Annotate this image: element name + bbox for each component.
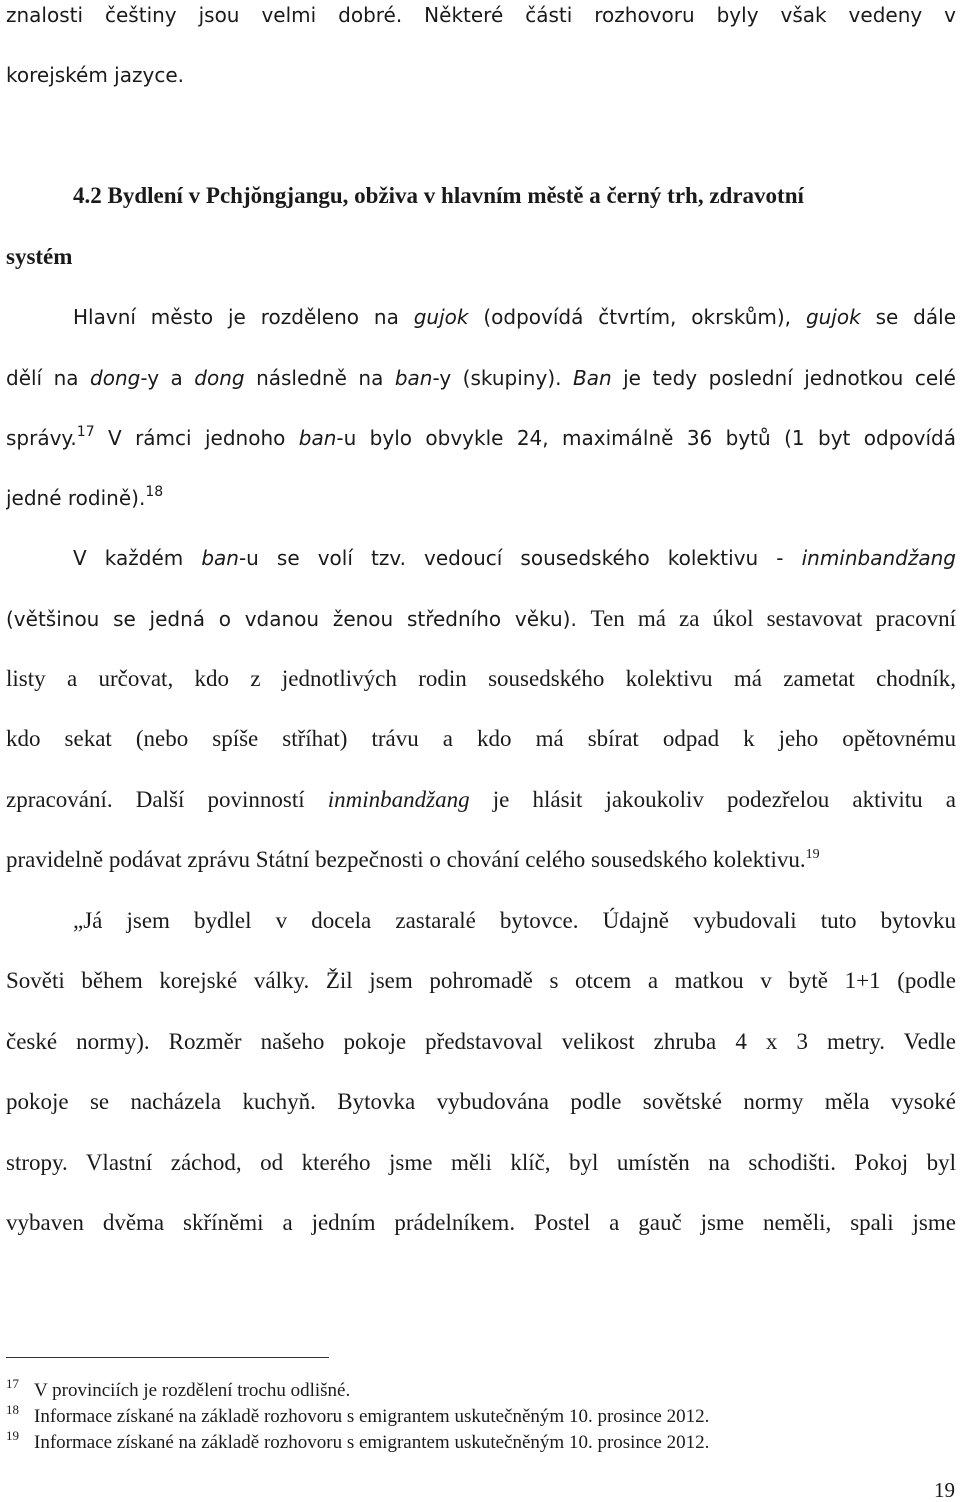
- footnote-text: Informace získané na základě rozhovoru s emigrantem uskutečněným 10. prosince 2012.: [34, 1432, 710, 1453]
- section-heading-continuation: systém: [6, 244, 73, 269]
- footnote-ref[interactable]: 17: [76, 424, 95, 440]
- paragraph-line: listy a určovat, kdo z jednotlivých rodin sousedského kolektivu má zametat chodník,: [6, 666, 956, 691]
- paragraph-line: V každém ban-u se volí tzv. vedoucí sousedského kolektivu - inminbandžang: [73, 546, 956, 570]
- footnote-ref[interactable]: 19: [805, 847, 820, 862]
- footnote-number: 19: [6, 1428, 19, 1443]
- quote-line: Sověti během korejské války. Žil jsem pohromadě s otcem a matkou v bytě 1+1 (podle: [6, 968, 956, 993]
- paragraph-line: jedné rodině).$^{18}$: [6, 484, 164, 510]
- footnote: [6, 1424, 946, 1455]
- quote-line: české normy). Rozměr našeho pokoje představoval velikost zhruba 4 x 3 metry. Vedle: [6, 1029, 956, 1054]
- footnote-divider: [6, 1357, 329, 1358]
- paragraph-line: správy.$^{17}$ V rámci jednoho ban-u bylo obvykle 24, maximálně 36 bytů (1 byt odpovídá: [6, 424, 956, 450]
- paragraph-line: znalosti češtiny jsou velmi dobré. Některé části rozhovoru byly však vedeny v: [6, 3, 956, 27]
- footnote-number: 17: [6, 1376, 19, 1391]
- section-heading: 4.2 Bydlení v Pchjŏngjangu, obživa v hlavním městě a černý trh, zdravotní: [73, 183, 804, 208]
- quote-line: stropy. Vlastní záchod, od kterého jsme měli klíč, byl umístěn na schodišti. Pokoj byl: [6, 1150, 956, 1175]
- footnote-text: Informace získané na základě rozhovoru s emigrantem uskutečněným 10. prosince 2012.: [34, 1406, 710, 1427]
- paragraph-line: zpracování. Další povinností inminbandžang je hlásit jakoukoliv podezřelou aktivitu a: [6, 787, 956, 812]
- paragraph-line: Hlavní město je rozděleno na gujok (odpovídá čtvrtím, okrskům), gujok se dále: [73, 305, 956, 329]
- footnote-text: V provinciích je rozdělení trochu odlišné.: [34, 1380, 351, 1401]
- paragraph-line: (většinou se jedná o vdanou ženou středního věku). Ten má za úkol sestavovat pracovní: [6, 606, 956, 631]
- quote-line: „Já jsem bydlel v docela zastaralé bytovce. Údajně vybudovali tuto bytovku: [73, 908, 956, 933]
- footnote-ref[interactable]: 18: [145, 484, 164, 500]
- quote-line: vybaven dvěma skříněmi a jedním prádelníkem. Postel a gauč jsme neměli, spali jsme: [6, 1210, 956, 1235]
- quote-line: pokoje se nacházela kuchyň. Bytovka vybudována podle sovětské normy měla vysoké: [6, 1089, 956, 1114]
- paragraph-line: pravidelně podávat zprávu Státní bezpečnosti o chování celého sousedského kolektivu.$^{19}$: [6, 847, 820, 872]
- paragraph-line: korejském jazyce.: [6, 63, 184, 87]
- page-number: 19: [934, 1478, 955, 1502]
- paragraph-line: kdo sekat (nebo spíše stříhat) trávu a kdo má sbírat odpad k jeho opětovnému: [6, 726, 956, 751]
- footnote-number: 18: [6, 1402, 19, 1417]
- paragraph-line: dělí na dong-y a dong následně na ban-y (skupiny). Ban je tedy poslední jednotkou celé: [6, 366, 956, 390]
